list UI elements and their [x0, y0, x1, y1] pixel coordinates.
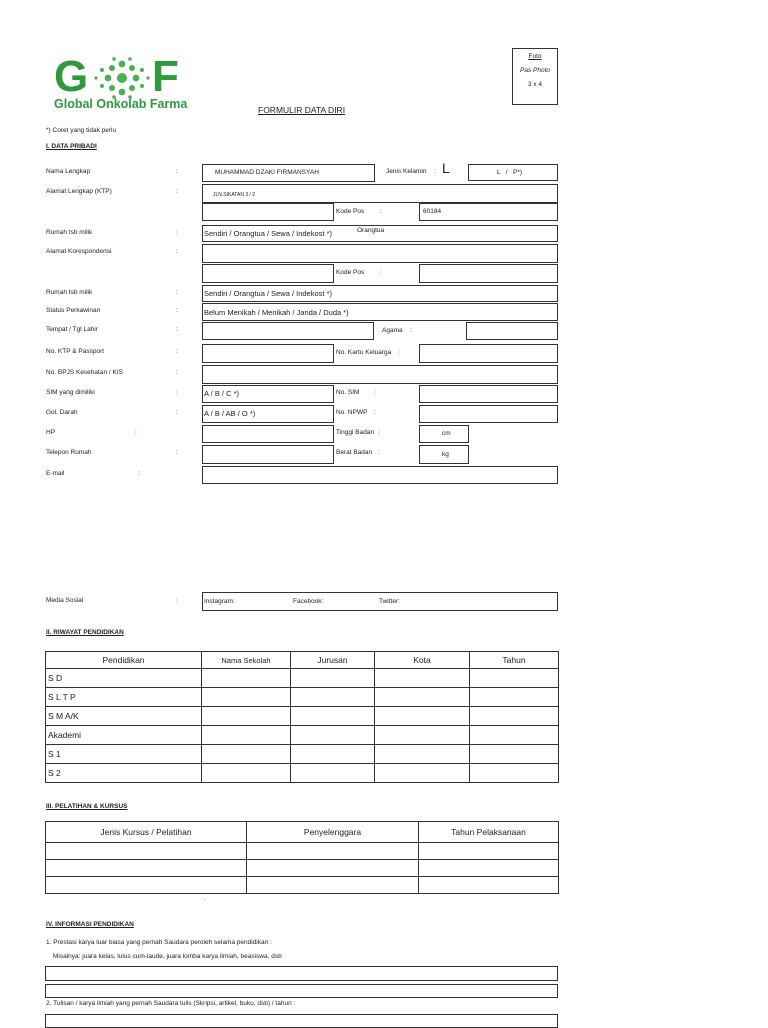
kode-pos-value: 60184: [423, 208, 442, 215]
logo-letter-f: F: [152, 52, 179, 101]
course-table: [45, 821, 559, 894]
section-1-heading: I. DATA PRIBADI: [46, 143, 97, 150]
table-cell[interactable]: [375, 726, 470, 745]
table-cell[interactable]: [470, 707, 559, 726]
colon: :: [398, 349, 400, 356]
twitter-label: Twitter:: [379, 598, 400, 605]
colon: :: [378, 449, 380, 456]
agama-label: Agama: [382, 327, 403, 334]
table-cell[interactable]: [202, 745, 291, 764]
table-cell[interactable]: [247, 843, 419, 860]
table-row: [46, 707, 559, 726]
table-cell[interactable]: [202, 764, 291, 783]
darah-options: A / B / AB / O *): [204, 409, 256, 418]
ttl-field[interactable]: [202, 322, 374, 340]
colon: :: [176, 229, 178, 236]
status-label: Status Perkawinan: [46, 307, 101, 314]
alamat-field-2[interactable]: [202, 203, 334, 221]
jenis-kelamin-options[interactable]: [468, 164, 558, 181]
answer-1-field-1[interactable]: [45, 966, 558, 981]
table-row: [46, 688, 559, 707]
kode-pos-field[interactable]: [419, 203, 558, 221]
bpjs-field[interactable]: [202, 365, 558, 384]
logo-dots-icon: [90, 56, 154, 100]
table-cell[interactable]: [291, 669, 375, 688]
instagram-label: Instagram:: [204, 598, 235, 605]
kk-field[interactable]: [419, 344, 558, 363]
nama-label: Nama Lengkap: [46, 168, 91, 175]
colon: :: [176, 597, 178, 604]
education-level: S 2: [46, 764, 202, 783]
education-level: S D: [46, 669, 202, 688]
table-cell[interactable]: [375, 669, 470, 688]
colon: :: [374, 389, 376, 396]
medsos-field[interactable]: [202, 592, 558, 611]
rumah-field[interactable]: [202, 225, 558, 242]
table-cell[interactable]: [291, 764, 375, 783]
question-1-hint: Misalnya: juara kelas, lulus cum-laude, juara lomba karya ilmiah, beasiswa, dsb: [53, 953, 282, 960]
rumah-options: Sendiri / Orangtua / Sewa / Indekost *): [204, 229, 332, 238]
table-cell[interactable]: [291, 688, 375, 707]
tinggi-field[interactable]: [419, 425, 469, 443]
status-options: Belum Menikah / Menikah / Janda / Duda *): [204, 308, 349, 317]
table-cell[interactable]: [470, 726, 559, 745]
logo-letter-g: G: [54, 52, 89, 101]
email-field[interactable]: [202, 466, 558, 484]
npwp-field[interactable]: [419, 405, 558, 423]
education-header-row: [46, 652, 559, 669]
note-text: *) Coret yang tidak perlu: [46, 127, 117, 134]
jenis-kelamin-options-text: L / P*): [497, 169, 523, 176]
table-cell[interactable]: [291, 707, 375, 726]
question-1: 1. Prestasi karya luar biasa yang pernah Saudara peroleh selama pendidikan :: [46, 939, 272, 946]
darah-label: Gol. Darah: [46, 409, 78, 416]
logo-tagline: Global Onkolab Farma: [54, 97, 188, 111]
table-row: [46, 745, 559, 764]
education-table: [45, 651, 559, 783]
colon: :: [176, 326, 178, 333]
table-row: [46, 860, 559, 877]
medsos-label: Media Sosial: [46, 597, 84, 604]
company-logo: [54, 54, 188, 112]
table-cell[interactable]: [419, 877, 559, 894]
darah-field[interactable]: [202, 405, 334, 423]
nama-value: MUHAMMAD DZAKI FIRMANSYAH: [215, 169, 319, 176]
rumah-2-field[interactable]: [202, 285, 558, 302]
kode-pos-2-label: Kode Pos: [336, 269, 365, 276]
no-sim-field[interactable]: [419, 385, 558, 403]
colon: :: [176, 188, 178, 195]
korespondensi-field-2[interactable]: [202, 264, 334, 283]
header-kota: Kota: [375, 652, 470, 669]
table-row: [46, 669, 559, 688]
alamat-label: Alamat Lengkap (KTP): [46, 188, 112, 195]
colon: :: [176, 248, 178, 255]
ktp-field[interactable]: [202, 344, 334, 363]
table-cell[interactable]: [470, 745, 559, 764]
facebook-label: Facebook:: [293, 598, 324, 605]
table-cell[interactable]: [247, 877, 419, 894]
answer-2-field-1[interactable]: [45, 1014, 558, 1028]
photo-box: [512, 48, 558, 105]
table-cell[interactable]: [375, 745, 470, 764]
photo-label: Foto: [528, 53, 542, 60]
tinggi-unit: cm: [442, 430, 451, 437]
section-2-heading: II. RIWAYAT PENDIDIKAN: [46, 629, 124, 636]
question-2: 2. Tulisan / karya ilmiah yang pernah Saudara tulis (Skripsi, artikel, buku, dsb) / tahun :: [46, 1000, 296, 1007]
kode-pos-2-field[interactable]: [419, 264, 558, 283]
colon: :: [410, 327, 412, 334]
table-cell[interactable]: [419, 860, 559, 877]
header-jurusan: Jurusan: [291, 652, 375, 669]
table-cell[interactable]: [202, 726, 291, 745]
no-sim-label: No. SIM: [336, 389, 360, 396]
berat-field[interactable]: [419, 445, 469, 464]
colon: :: [176, 409, 178, 416]
table-cell[interactable]: [202, 688, 291, 707]
colon: :: [176, 449, 178, 456]
table-row: [46, 843, 559, 860]
alamat-value: JLN.SIKATAN 3 / 2: [213, 192, 256, 198]
npwp-label: No. NPWP: [336, 409, 368, 416]
rumah-2-label: Rumah tsb milik: [46, 289, 93, 296]
education-level: S 1: [46, 745, 202, 764]
table-cell[interactable]: [46, 877, 247, 894]
colon: :: [378, 429, 380, 436]
table-cell[interactable]: [470, 688, 559, 707]
stray-dot: .: [204, 895, 206, 902]
berat-label: Berat Badan: [336, 449, 373, 456]
hp-field[interactable]: [202, 425, 334, 443]
table-row: [46, 726, 559, 745]
tinggi-label: Tinggi Badan: [336, 429, 375, 436]
status-field[interactable]: [202, 303, 558, 321]
header-pendidikan: Pendidikan: [46, 652, 202, 669]
table-cell[interactable]: [247, 860, 419, 877]
rumah-label: Rumah tsb milik: [46, 229, 93, 236]
table-cell[interactable]: [470, 764, 559, 783]
education-level: S L T P: [46, 688, 202, 707]
email-label: E-mail: [46, 470, 65, 477]
education-level: S M A/K: [46, 707, 202, 726]
table-cell[interactable]: [470, 669, 559, 688]
header-tahun-pelaksanaan: Tahun Pelaksanaan: [419, 822, 559, 843]
header-tahun: Tahun: [470, 652, 559, 669]
korespondensi-label: Alamat Korespondensi: [46, 248, 112, 255]
colon: :: [176, 348, 178, 355]
colon: :: [176, 389, 178, 396]
rumah-2-options: Sendiri / Orangtua / Sewa / Indekost *): [204, 289, 332, 298]
colon: :: [374, 409, 376, 416]
kk-label: No. Kartu Keluarga: [336, 349, 392, 356]
table-cell[interactable]: [202, 669, 291, 688]
education-level: Akademi: [46, 726, 202, 745]
header-nama-sekolah: Nama Sekolah: [202, 652, 291, 669]
table-cell[interactable]: [375, 688, 470, 707]
agama-field[interactable]: [466, 322, 558, 340]
ktp-label: No. KTP & Passport: [46, 348, 105, 355]
colon: :: [135, 429, 137, 436]
table-cell[interactable]: [419, 843, 559, 860]
ttl-label: Tempat / Tgl Lahir: [46, 326, 98, 333]
table-cell[interactable]: [202, 707, 291, 726]
sim-field[interactable]: [202, 385, 334, 403]
section-3-heading: III. PELATIHAN & KURSUS: [46, 803, 128, 810]
table-cell[interactable]: [375, 707, 470, 726]
hp-label: HP: [46, 429, 56, 436]
colon: :: [380, 269, 382, 276]
colon: :: [176, 168, 178, 175]
colon: :: [138, 470, 140, 477]
table-cell[interactable]: [46, 843, 247, 860]
header-jenis-kursus: Jenis Kursus / Pelatihan: [46, 822, 247, 843]
table-row: [46, 877, 559, 894]
kode-pos-label: Kode Pos: [336, 208, 365, 215]
bpjs-label: No. BPJS Kesehatan / KIS: [46, 369, 123, 376]
header-penyelenggara: Penyelenggara: [247, 822, 419, 843]
course-header-row: [46, 822, 559, 843]
sim-label: SIM yang dimiliki: [46, 389, 95, 396]
table-cell[interactable]: [291, 745, 375, 764]
table-cell[interactable]: [375, 764, 470, 783]
colon: :: [176, 289, 178, 296]
berat-unit: kg: [442, 451, 449, 458]
jenis-kelamin-label: Jenis Kelamin: [386, 168, 427, 175]
section-4-heading: IV. INFORMASI PENDIDIKAN: [46, 921, 134, 928]
colon: :: [434, 168, 436, 175]
photo-subtitle: Pas Photo: [520, 67, 550, 74]
table-cell[interactable]: [46, 860, 247, 877]
form-title: FORMULIR DATA DIRI: [258, 105, 346, 115]
photo-size: 3 x 4: [527, 81, 543, 88]
colon: :: [176, 307, 178, 314]
table-row: [46, 764, 559, 783]
nama-field[interactable]: [202, 164, 375, 182]
telp-label: Telepon Rumah: [46, 449, 92, 456]
sim-options: A / B / C *): [204, 389, 240, 398]
colon: :: [380, 208, 382, 215]
korespondensi-field-1[interactable]: [202, 244, 558, 263]
answer-1-field-2[interactable]: [45, 984, 558, 998]
jenis-kelamin-value: L: [442, 160, 450, 176]
colon: :: [176, 369, 178, 376]
alamat-field-1[interactable]: [202, 184, 558, 203]
rumah-value: Orangtua: [357, 227, 385, 234]
table-cell[interactable]: [291, 726, 375, 745]
telp-field[interactable]: [202, 445, 334, 464]
